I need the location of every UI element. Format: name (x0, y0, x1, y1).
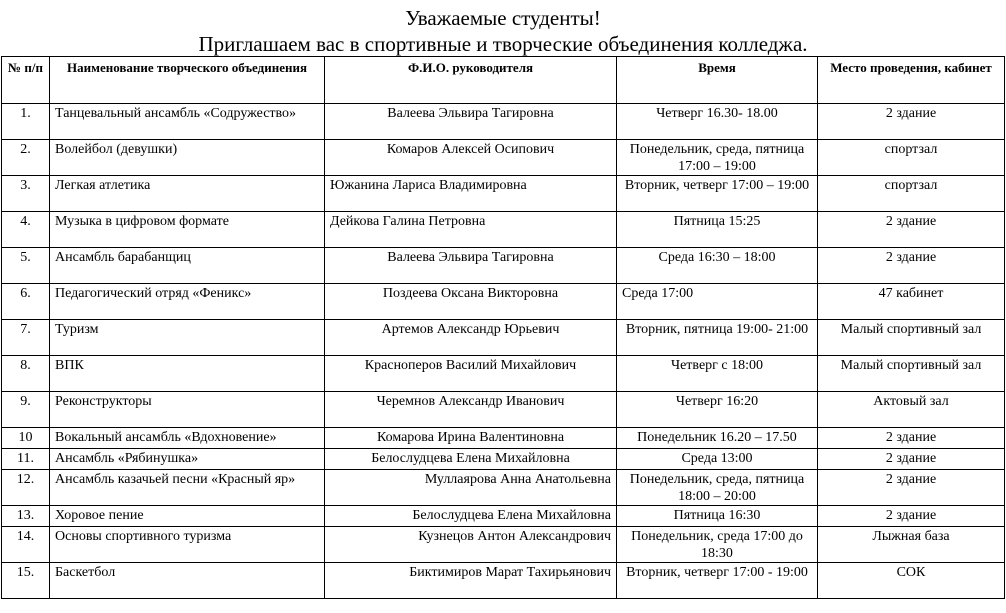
row-place: Малый спортивный зал (818, 356, 1005, 392)
row-leader: Биктимиров Марат Тахирьянович (325, 563, 617, 599)
row-time: Вторник, пятница 19:00- 21:00 (617, 320, 818, 356)
page-title: Уважаемые студенты! (405, 6, 601, 30)
column-header-place: Место проведения, кабинет (818, 57, 1005, 104)
row-place: спортзал (818, 140, 1005, 176)
row-leader: Кузнецов Антон Александрович (325, 527, 617, 563)
table-row (2, 506, 1005, 527)
row-leader: Комаров Алексей Осипович (325, 140, 617, 176)
row-number: 3. (2, 176, 50, 212)
row-leader: Дейкова Галина Петровна (325, 212, 617, 248)
table-row (2, 356, 1005, 392)
row-name: Реконструкторы (50, 392, 325, 428)
row-leader: Валеева Эльвира Тагировна (325, 104, 617, 140)
row-time: Вторник, четверг 17:00 - 19:00 (617, 563, 818, 599)
row-place: Актовый зал (818, 392, 1005, 428)
column-header-name: Наименование творческого объединения (50, 57, 325, 104)
row-name: Хоровое пение (50, 506, 325, 527)
row-time: Четверг с 18:00 (617, 356, 818, 392)
row-leader: Комарова Ирина Валентиновна (325, 428, 617, 449)
row-leader: Черемнов Александр Иванович (325, 392, 617, 428)
row-place: 47 кабинет (818, 284, 1005, 320)
column-header-time: Время (617, 57, 818, 104)
row-number: 1. (2, 104, 50, 140)
row-name: Ансамбль «Рябинушка» (50, 449, 325, 470)
row-number: 6. (2, 284, 50, 320)
row-place: спортзал (818, 176, 1005, 212)
table-row (2, 140, 1005, 176)
row-place: 2 здание (818, 248, 1005, 284)
table-row (2, 527, 1005, 563)
row-time: Пятница 16:30 (617, 506, 818, 527)
row-name: Основы спортивного туризма (50, 527, 325, 563)
row-name: Танцевальный ансамбль «Содружество» (50, 104, 325, 140)
table-row (2, 563, 1005, 599)
row-number: 10 (2, 428, 50, 449)
row-name: Ансамбль барабанщиц (50, 248, 325, 284)
table-row (2, 392, 1005, 428)
row-number: 4. (2, 212, 50, 248)
row-number: 5. (2, 248, 50, 284)
row-number: 11. (2, 449, 50, 470)
table-header-row (2, 57, 1005, 104)
row-leader: Муллаярова Анна Анатольевна (325, 470, 617, 506)
row-name: Музыка в цифровом формате (50, 212, 325, 248)
row-name: ВПК (50, 356, 325, 392)
row-time: Вторник, четверг 17:00 – 19:00 (617, 176, 818, 212)
row-leader: Белослудцева Елена Михайловна (325, 449, 617, 470)
row-name: Педагогический отряд «Феникс» (50, 284, 325, 320)
table-row (2, 470, 1005, 506)
row-name: Легкая атлетика (50, 176, 325, 212)
table-row (2, 212, 1005, 248)
row-time: Среда 17:00 (617, 284, 818, 320)
row-number: 7. (2, 320, 50, 356)
row-place: СОК (818, 563, 1005, 599)
row-leader: Южанина Лариса Владимировна (325, 176, 617, 212)
row-time: Пятница 15:25 (617, 212, 818, 248)
row-leader: Поздеева Оксана Викторовна (325, 284, 617, 320)
row-place: 2 здание (818, 104, 1005, 140)
row-place: Малый спортивный зал (818, 320, 1005, 356)
row-name: Ансамбль казачьей песни «Красный яр» (50, 470, 325, 506)
table-row (2, 428, 1005, 449)
row-name: Волейбол (девушки) (50, 140, 325, 176)
row-name: Вокальный ансамбль «Вдохновение» (50, 428, 325, 449)
row-leader: Валеева Эльвира Тагировна (325, 248, 617, 284)
column-header-number: № п/п (2, 57, 50, 104)
page-subtitle: Приглашаем вас в спортивные и творческие объединения колледжа. (198, 32, 808, 56)
row-leader: Артемов Александр Юрьевич (325, 320, 617, 356)
row-number: 12. (2, 470, 50, 506)
row-number: 9. (2, 392, 50, 428)
row-time: Среда 16:30 – 18:00 (617, 248, 818, 284)
column-header-leader: Ф.И.О. руководителя (325, 57, 617, 104)
row-time: Четверг 16:20 (617, 392, 818, 428)
schedule-table (1, 56, 1005, 599)
row-time: Понедельник, среда 17:00 до 18:30 (617, 527, 818, 563)
row-number: 13. (2, 506, 50, 527)
row-number: 8. (2, 356, 50, 392)
row-place: 2 здание (818, 506, 1005, 527)
row-place: 2 здание (818, 428, 1005, 449)
row-time: Среда 13:00 (617, 449, 818, 470)
table-row (2, 104, 1005, 140)
row-number: 2. (2, 140, 50, 176)
table-row (2, 320, 1005, 356)
row-name: Туризм (50, 320, 325, 356)
row-place: 2 здание (818, 470, 1005, 506)
table-row (2, 449, 1005, 470)
row-name: Баскетбол (50, 563, 325, 599)
row-leader: Белослудцева Елена Михайловна (325, 506, 617, 527)
row-place: 2 здание (818, 449, 1005, 470)
table-row (2, 284, 1005, 320)
row-time: Понедельник, среда, пятница 18:00 – 20:00 (617, 470, 818, 506)
row-place: 2 здание (818, 212, 1005, 248)
row-time: Понедельник 16.20 – 17.50 (617, 428, 818, 449)
row-time: Понедельник, среда, пятница 17:00 – 19:00 (617, 140, 818, 176)
table-row (2, 176, 1005, 212)
row-number: 15. (2, 563, 50, 599)
row-leader: Красноперов Василий Михайлович (325, 356, 617, 392)
row-number: 14. (2, 527, 50, 563)
row-place: Лыжная база (818, 527, 1005, 563)
table-row (2, 248, 1005, 284)
row-time: Четверг 16.30- 18.00 (617, 104, 818, 140)
